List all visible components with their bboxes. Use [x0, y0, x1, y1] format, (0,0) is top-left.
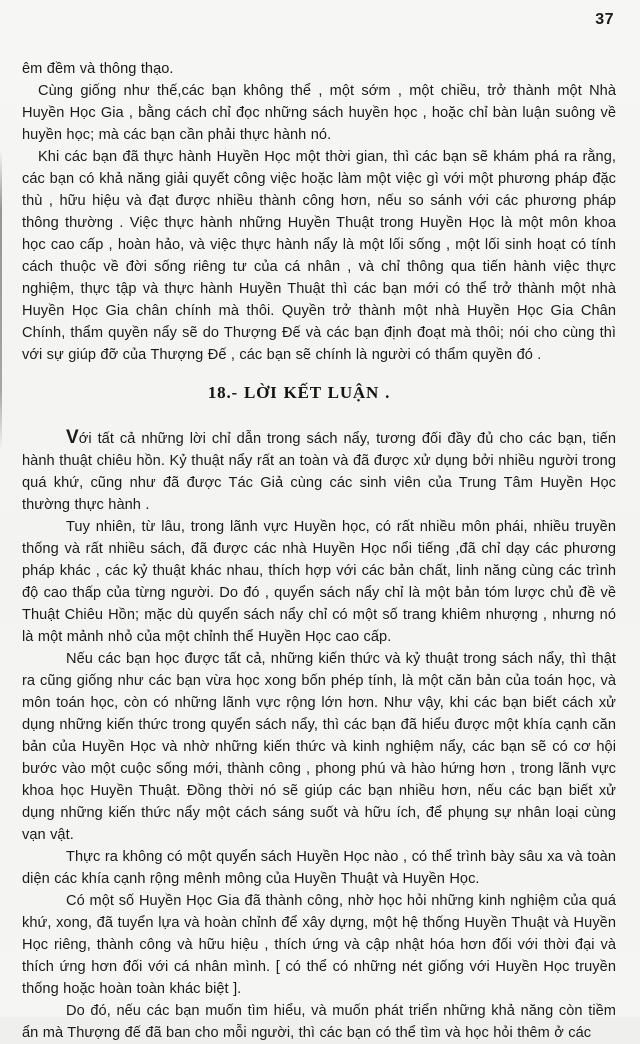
section-heading: 18.- LỜI KẾT LUẬN .: [207, 383, 391, 402]
paragraph: Cùng giống như thế,các bạn không thể , một sớm , một chiều, trở thành một Nhà Huyền Học Gia , bằng cách chỉ đọc những sách huyền học , hoặc chỉ bàn luận suông về huyền học; mà các bạn cần phải thực hành nó.: [22, 83, 616, 143]
paragraph: Thực ra không có một quyển sách Huyền Học nào , có thể trình bày sâu xa và toàn diện các khía cạnh rộng mênh mông của Huyền Thuật và Huyền Học.: [22, 849, 616, 887]
paragraph: Do đó, nếu các bạn muốn tìm hiểu, và muốn phát triển những khả năng còn tiềm ẩn mà Thượng đế đã ban cho mỗi người, thì các bạn có thể tìm và học hỏi thêm ở các: [22, 1003, 616, 1041]
paragraph: Nếu các bạn học được tất cả, những kiến thức và kỷ thuật trong sách nẩy, thì thật ra cũng giống như các bạn vừa học xong bốn phép tính, là một căn bản của toán học, và môn toán học, còn có những lãnh vực rộng lớn hơn. Như vậy, khi các bạn biết cách xử dụng những kiến thức trong quyển sách nẩy, thì các bạn đã hiểu được một khía cạnh căn bản của Huyền Học và nhờ những kiến thức và kinh nghiệm nẩy, các bạn sẽ có cơ hội bước vào một cuộc sống mới, thành công , phong phú và hào hứng hơn , trong lãnh vực khoa học Huyền Thuật. Đồng thời nó sẽ giúp các bạn nhiều hơn, nếu các bạn biết xử dụng những kiến thức nẩy một cách sáng suốt và hữu ích, để phụng sự nhân loại cùng vạn vật.: [22, 651, 616, 843]
paragraph: Với tất cả những lời chỉ dẫn trong sách nẩy, tương đối đầy đủ cho các bạn, tiến hành thuật chiêu hồn. Kỷ thuật nẩy rất an toàn và đã được xử dụng bởi nhiều người trong quá khứ, cũng như đã được Tác Giả cùng các sinh viên của Trung Tâm Huyền Học thường thực hành .: [22, 427, 616, 513]
paragraphs-before-heading: [22, 58, 616, 366]
paragraph: êm đềm và thông thạo.: [22, 61, 174, 77]
paragraphs-after-heading: [22, 427, 616, 1044]
paragraph: Tuy nhiên, từ lâu, trong lãnh vực Huyền học, có rất nhiều môn phái, nhiều truyền thống và rất nhiều sách, đã được các nhà Huyền Học nổi tiếng ,đã chỉ dạy các phương pháp khác , các kỷ thuật khác nhau, thích hợp với các bản chất, linh năng cùng các trình độ cao thấp của từng người. Do đó , quyển sách nẩy chỉ là một bản tóm lược chủ đề về Thuật Chiêu Hồn; mặc dù quyển sách nẩy chỉ có một số trang khiêm nhượng , nhưng nó là một mảnh nhỏ của một chỉnh thể Huyền Học cao cấp.: [22, 519, 616, 645]
paragraph-lead-letter: V: [66, 427, 79, 448]
page-content: [22, 58, 616, 1044]
scan-edge-artifact: [0, 150, 2, 450]
page-number: 37: [595, 11, 614, 28]
paragraph: Khi các bạn đã thực hành Huyền Học một thời gian, thì các bạn sẽ khám phá ra rằng, các bạn có khả năng giải quyết công việc hoặc làm một việc gì với một phương pháp đặc thù , hữu hiệu và đạt được nhiều thành công hơn, nếu so sánh với các phương pháp thông thường . Việc thực hành những Huyền Thuật trong Huyền Học là một môn khoa học cao cấp , hoàn hảo, và việc thực hành nẩy là một lối sống , một lối sinh hoạt có tính cách thuộc về đời sống riêng tư của cá nhân , và chỉ thông qua tiến hành việc thực nghiệm, thực tập và thực hành Huyền Thuật thì các bạn mới có thể trở thành một nhà Huyền Học Gia chân chính mà thôi. Quyền trở thành một nhà Huyền Học Gia Chân Chính, thẩm quyền nẩy sẽ do Thượng Đế và các bạn định đoạt mà thôi; nói cho cùng thì với sự giúp đỡ của Thượng Đế , các bạn sẽ chính là người có thẩm quyền đó .: [22, 149, 616, 363]
paragraph: Có một số Huyền Học Gia đã thành công, nhờ học hỏi những kinh nghiệm của quá khứ, xong, đã tuyển lựa và hoàn chỉnh để xây dựng, một hệ thống Huyền Thuật và Huyền Học riêng, thành công và hữu hiệu , thích ứng và cập nhật hóa hơn đối với thời đại và thích ứng hơn đối với cá nhân mình. [ có thể có những nét giống với Huyền Học truyền thống hoặc hoàn toàn khác biệt ].: [22, 893, 616, 997]
